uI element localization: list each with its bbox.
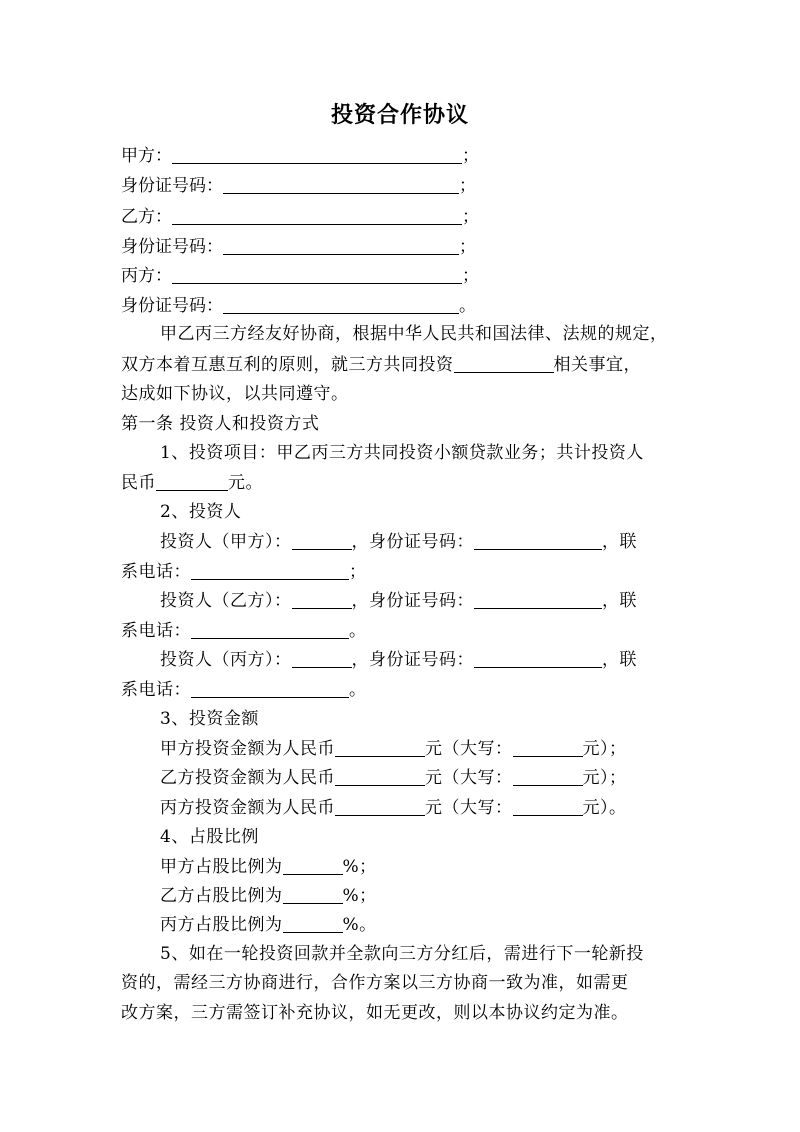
share-blank[interactable]	[283, 856, 343, 875]
investor-line-yi: 投资人（乙方）： ，身份证号码： ，联	[160, 591, 637, 611]
preamble-line: 甲乙丙三方经友好协商，根据中华人民共和国法律、法规的规定，	[160, 324, 668, 344]
party-line-bing: 丙方： ；	[121, 266, 479, 286]
party-blank[interactable]	[172, 206, 462, 225]
party-line-yi-id: 身份证号码： ；	[121, 237, 476, 257]
party-blank[interactable]	[223, 295, 459, 314]
amount-blank[interactable]	[335, 738, 425, 757]
amount-words-blank[interactable]	[513, 797, 583, 816]
party-blank[interactable]	[172, 145, 462, 164]
amount-line-jia: 甲方投资金额为人民币 元（大写： 元）；	[160, 739, 627, 759]
share-line-bing: 丙方占股比例为 %。	[160, 915, 377, 935]
investor-phone-blank[interactable]	[191, 561, 349, 580]
investor-name-blank[interactable]	[292, 531, 352, 550]
investor-id-blank[interactable]	[474, 531, 602, 550]
party-label: 身份证号码：	[121, 296, 223, 316]
amount-line-yi: 乙方投资金额为人民币 元（大写： 元）；	[160, 768, 627, 788]
investor-phone-line: 系电话： ；	[121, 562, 367, 582]
investor-line-bing: 投资人（丙方）： ，身份证号码： ，联	[160, 650, 637, 670]
share-line-yi: 乙方占股比例为 %；	[160, 886, 377, 906]
document-title: 投资合作协议	[330, 103, 469, 128]
party-blank[interactable]	[223, 236, 459, 255]
investor-phone-line: 系电话： 。	[121, 680, 367, 700]
clause-heading: 3、投资金额	[160, 709, 259, 729]
party-label: 乙方：	[121, 207, 172, 227]
clause-heading: 4、占股比例	[160, 827, 259, 847]
total-amount-blank[interactable]	[156, 472, 228, 491]
investor-id-blank[interactable]	[474, 649, 602, 668]
party-line-bing-id: 身份证号码： 。	[121, 296, 476, 316]
clause-line: 1、投资项目：甲乙丙三方共同投资小额贷款业务；共计投资人	[160, 443, 644, 463]
party-blank[interactable]	[223, 175, 459, 194]
clause-line: 5、如在一轮投资回款并全款向三方分红后，需进行下一轮新投	[160, 944, 644, 964]
investor-name-blank[interactable]	[292, 590, 352, 609]
amount-words-blank[interactable]	[513, 767, 583, 786]
investor-phone-blank[interactable]	[191, 620, 349, 639]
party-label: 丙方：	[121, 266, 172, 286]
amount-blank[interactable]	[335, 767, 425, 786]
preamble-line: 双方本着互惠互利的原则，就三方共同投资 相关事宜，	[121, 355, 641, 375]
investor-name-blank[interactable]	[292, 649, 352, 668]
amount-words-blank[interactable]	[513, 738, 583, 757]
party-label: 身份证号码：	[121, 176, 223, 196]
clause-line: 资的，需经三方协商进行，合作方案以三方协商一致为准，如需更	[121, 973, 629, 993]
party-line-jia-id: 身份证号码： ；	[121, 176, 476, 196]
amount-blank[interactable]	[335, 797, 425, 816]
share-line-jia: 甲方占股比例为 %；	[160, 857, 377, 877]
article-heading: 第一条 投资人和投资方式	[121, 414, 320, 434]
party-line-jia: 甲方： ；	[121, 146, 479, 166]
investor-line-jia: 投资人（甲方）： ，身份证号码： ，联	[160, 532, 637, 552]
clause-heading: 2、投资人	[160, 502, 242, 522]
amount-line-bing: 丙方投资金额为人民币 元（大写： 元）。	[160, 798, 627, 818]
preamble-line: 达成如下协议，以共同遵守。	[121, 384, 349, 404]
share-blank[interactable]	[283, 914, 343, 933]
investor-id-blank[interactable]	[474, 590, 602, 609]
party-blank[interactable]	[172, 265, 462, 284]
party-label: 身份证号码：	[121, 237, 223, 257]
investor-phone-line: 系电话： 。	[121, 621, 367, 641]
investor-phone-blank[interactable]	[191, 679, 349, 698]
project-blank[interactable]	[454, 354, 554, 373]
clause-line: 改方案，三方需签订补充协议，如无更改，则以本协议约定为准。	[121, 1003, 629, 1023]
party-line-yi: 乙方： ；	[121, 207, 479, 227]
share-blank[interactable]	[283, 885, 343, 904]
clause-line: 民币 元。	[121, 473, 263, 493]
party-label: 甲方：	[121, 146, 172, 166]
